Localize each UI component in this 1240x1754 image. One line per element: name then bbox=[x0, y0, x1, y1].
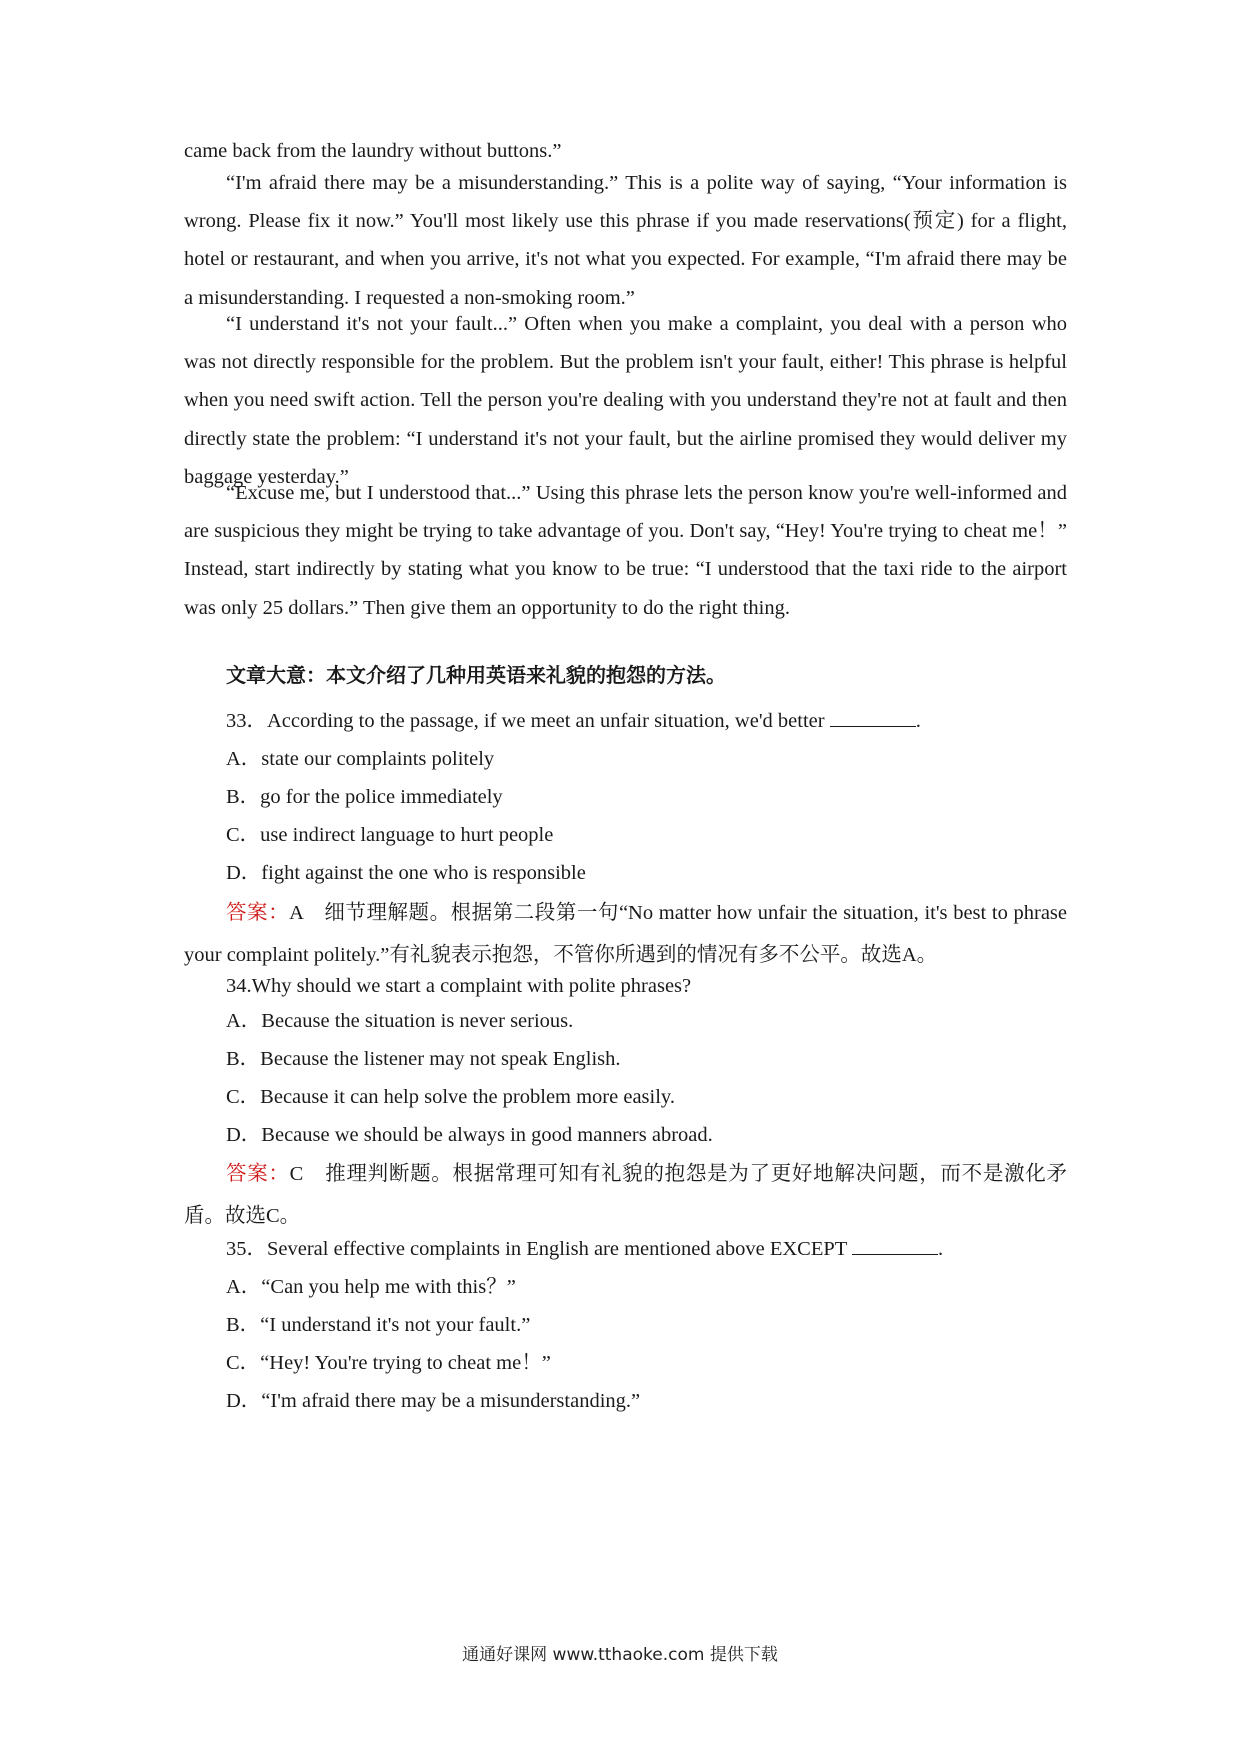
question-stem-text: 35．Several effective complaints in English are mentioned above EXCEPT bbox=[226, 1238, 847, 1260]
answer-explanation bbox=[184, 891, 1067, 976]
question-stem bbox=[226, 1236, 943, 1262]
option-item: B．“I understand it's not your fault.” bbox=[226, 1314, 531, 1336]
option-item: D．“I'm afraid there may be a misunderstanding.” bbox=[226, 1390, 641, 1412]
question-stem: 34.Why should we start a complaint with polite phrases? bbox=[226, 975, 692, 997]
summary-text: 文章大意：本文介绍了几种用英语来礼貌的抱怨的方法。 bbox=[226, 663, 726, 687]
question-stem bbox=[226, 708, 921, 734]
answer-blank bbox=[852, 1236, 938, 1255]
page-footer: 通通好课网 www.tthaoke.com 提供下载 bbox=[462, 1645, 778, 1665]
question-stem-text: 33．According to the passage, if we meet an unfair situation, we'd better bbox=[226, 710, 825, 732]
answer-label: 答案： bbox=[226, 900, 290, 924]
option-item: B．go for the police immediately bbox=[226, 786, 503, 808]
passage-paragraph: “Excuse me, but I understood that...” Using this phrase lets the person know you're well-informed and are suspicious they might be trying to take advantage of you. Don't say, “Hey! You're trying to cheat me！” Instead, start indirectly by stating what you know to be true: “I understood that the taxi ride to the airport was only 25 dollars.” Then give them an opportunity to do the right thing. bbox=[184, 482, 1067, 619]
option-item: B．Because the listener may not speak English. bbox=[226, 1048, 621, 1070]
passage-paragraph: “I understand it's not your fault...” Often when you make a complaint, you deal with a person who was not directly responsible for the problem. But the problem isn't your fault, either! This phrase is helpful when you need swift action. Tell the person you're dealing with you understand they're not at fault and then directly state the problem: “I understand it's not your fault, but the airline promised they would deliver my baggage yesterday.” bbox=[184, 313, 1067, 488]
option-item: D．Because we should be always in good manners abroad. bbox=[226, 1124, 713, 1146]
option-item: C．“Hey! You're trying to cheat me！” bbox=[226, 1352, 551, 1374]
option-item: A．Because the situation is never serious. bbox=[226, 1010, 574, 1032]
passage-paragraph: came back from the laundry without buttons.” bbox=[184, 140, 562, 162]
question-stem-tail: . bbox=[938, 1238, 944, 1260]
option-item: C．use indirect language to hurt people bbox=[226, 824, 554, 846]
answer-text: C 推理判断题。根据常理可知有礼貌的抱怨是为了更好地解决问题，而不是激化矛盾。故选C。 bbox=[184, 1163, 1067, 1227]
answer-label: 答案： bbox=[226, 1161, 290, 1185]
answer-text: A 细节理解题。根据第二段第一句“No matter how unfair the situation, it's best to phrase your complaint politely.”有礼貌表示抱怨，不管你所遇到的情况有多不公平。故选A。 bbox=[184, 902, 1068, 966]
question-stem-tail: . bbox=[915, 710, 921, 732]
option-item: C．Because it can help solve the problem more easily. bbox=[226, 1086, 675, 1108]
option-item: A．state our complaints politely bbox=[226, 748, 495, 770]
answer-blank bbox=[830, 708, 916, 727]
answer-explanation bbox=[184, 1152, 1067, 1237]
option-item: D．fight against the one who is responsible bbox=[226, 862, 586, 884]
option-item: A．“Can you help me with this？” bbox=[226, 1276, 516, 1298]
passage-paragraph: “I'm afraid there may be a misunderstanding.” This is a polite way of saying, “Your information is wrong. Please fix it now.” You'll most likely use this phrase if you made reservations(预定) for a flight, hotel or restaurant, and when you arrive, it's not what you expected. For example, “I'm afraid there may be a misunderstanding. I requested a non-smoking room.” bbox=[184, 172, 1067, 309]
